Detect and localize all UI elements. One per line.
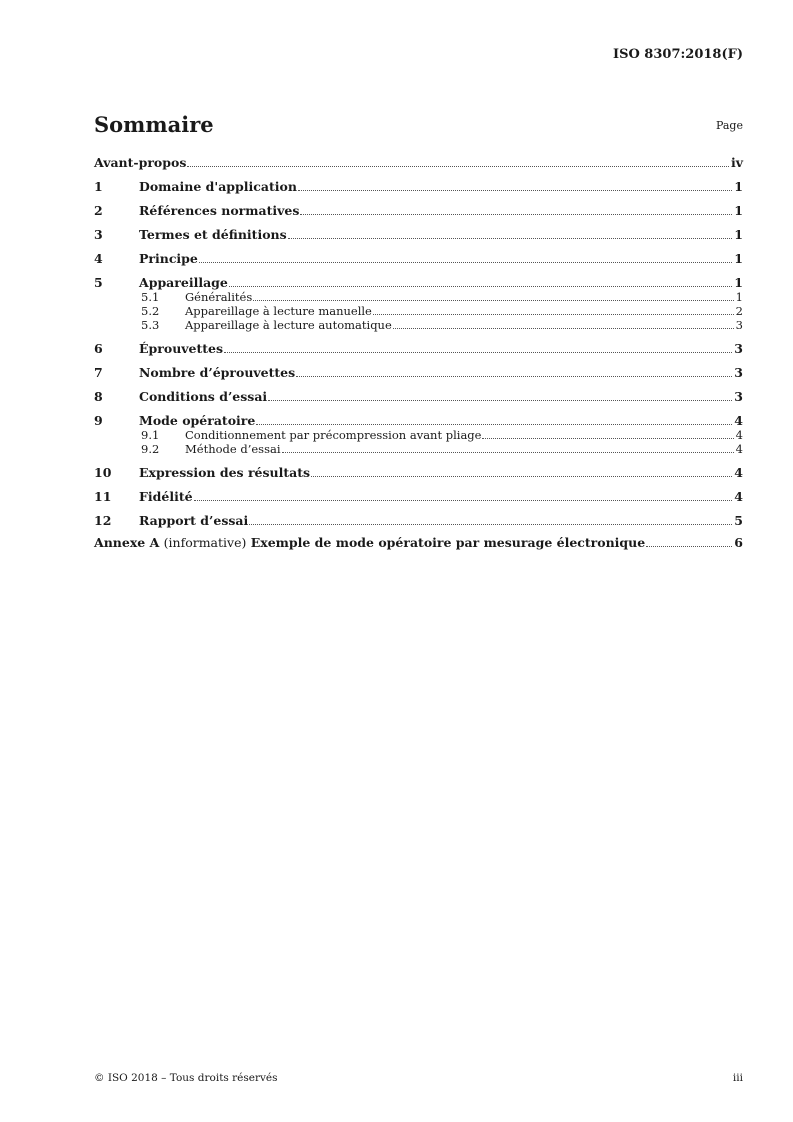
toc-entry-label: Éprouvettes bbox=[139, 341, 224, 356]
dot-leader bbox=[268, 400, 732, 401]
dot-leader bbox=[300, 214, 732, 215]
toc-entry-label: Fidélité bbox=[139, 489, 193, 504]
toc-entry-page: 1 bbox=[734, 179, 743, 194]
toc-entry-page: 1 bbox=[734, 251, 743, 266]
page-column-label: Page bbox=[715, 119, 743, 132]
dot-leader bbox=[482, 438, 733, 439]
toc-entry-number: 8 bbox=[94, 389, 103, 404]
toc-entry-label: Expression des résultats bbox=[139, 465, 311, 480]
toc-entry-number: 6 bbox=[94, 341, 103, 356]
dot-leader bbox=[311, 476, 732, 477]
dot-leader bbox=[199, 262, 732, 263]
toc-entry-page: 1 bbox=[735, 290, 743, 304]
toc-entry-label: Appareillage bbox=[139, 275, 228, 290]
toc-entry-page: 3 bbox=[734, 389, 743, 404]
toc-entry-label: Généralités bbox=[185, 290, 253, 304]
toc-entry-number: 1 bbox=[94, 179, 103, 194]
dot-leader bbox=[229, 286, 732, 287]
toc-entry-label: Conditions d’essai bbox=[139, 389, 268, 404]
toc-entry[interactable] bbox=[94, 290, 743, 304]
annex-title: Exemple de mode opératoire par mesurage électronique bbox=[250, 535, 646, 550]
toc-entry-number: 9 bbox=[94, 413, 103, 428]
toc-entry-page: 4 bbox=[734, 465, 743, 480]
dot-leader bbox=[646, 546, 732, 547]
toc-entry-page: 4 bbox=[734, 489, 743, 504]
toc-entry-page: 3 bbox=[734, 341, 743, 356]
toc-entry[interactable] bbox=[94, 250, 743, 266]
toc-entry[interactable] bbox=[94, 488, 743, 504]
toc-entry[interactable] bbox=[94, 464, 743, 480]
toc-entry-number: 10 bbox=[94, 465, 112, 480]
toc-entry-number: 5.2 bbox=[141, 304, 160, 318]
toc-entry[interactable] bbox=[94, 178, 743, 194]
toc-entry-label: Domaine d'application bbox=[139, 179, 297, 194]
toc-entry-page: 1 bbox=[734, 227, 743, 242]
toc-annex-label bbox=[94, 535, 645, 550]
toc-entry-label: Termes et définitions bbox=[139, 227, 287, 242]
table-of-contents bbox=[94, 155, 743, 550]
annex-prefix: Annexe A bbox=[94, 535, 160, 550]
dot-leader bbox=[187, 166, 729, 167]
toc-entry[interactable] bbox=[94, 226, 743, 242]
toc-entry[interactable] bbox=[94, 512, 743, 528]
toc-entry[interactable] bbox=[94, 388, 743, 404]
footer-copyright: © ISO 2018 – Tous droits réservés bbox=[94, 1072, 278, 1084]
toc-entry-page: iv bbox=[730, 155, 743, 170]
toc-entry-page: 3 bbox=[734, 365, 743, 380]
toc-entry[interactable] bbox=[94, 318, 743, 332]
toc-entry-page: 2 bbox=[735, 304, 743, 318]
toc-entry[interactable] bbox=[94, 202, 743, 218]
toc-annex-page: 6 bbox=[734, 535, 743, 550]
toc-entry-label: Appareillage à lecture manuelle bbox=[185, 304, 372, 318]
dot-leader bbox=[224, 352, 732, 353]
toc-entry-label: Rapport d’essai bbox=[139, 513, 249, 528]
dot-leader bbox=[194, 500, 733, 501]
toc-entry-label: Principe bbox=[139, 251, 198, 266]
toc-entry[interactable] bbox=[94, 412, 743, 428]
toc-entry[interactable] bbox=[94, 364, 743, 380]
toc-entry-number: 9.2 bbox=[141, 442, 160, 456]
toc-entry-page: 1 bbox=[734, 203, 743, 218]
toc-entry[interactable] bbox=[94, 274, 743, 290]
toc-entry-label: Avant-propos bbox=[94, 155, 187, 170]
dot-leader bbox=[249, 524, 732, 525]
toc-entry[interactable] bbox=[94, 428, 743, 442]
dot-leader bbox=[256, 424, 732, 425]
toc-entry-number: 7 bbox=[94, 365, 103, 380]
toc-entry-number: 4 bbox=[94, 251, 103, 266]
toc-entry-number: 9.1 bbox=[141, 428, 160, 442]
toc-entry-page: 4 bbox=[734, 413, 743, 428]
toc-title: Sommaire bbox=[94, 112, 214, 137]
toc-entry-label: Nombre d’éprouvettes bbox=[139, 365, 296, 380]
toc-entry[interactable] bbox=[94, 340, 743, 356]
toc-entry[interactable] bbox=[94, 155, 743, 170]
toc-entry-page: 4 bbox=[735, 428, 743, 442]
footer-page-number: iii bbox=[732, 1072, 743, 1084]
dot-leader bbox=[373, 314, 734, 315]
toc-entry-number: 5.3 bbox=[141, 318, 160, 332]
toc-entry-label: Références normatives bbox=[139, 203, 300, 218]
toc-entry-number: 11 bbox=[94, 489, 112, 504]
toc-entry-label: Méthode d’essai bbox=[185, 442, 281, 456]
toc-entry-label: Mode opératoire bbox=[139, 413, 256, 428]
annex-qualifier: (informative) bbox=[163, 535, 247, 550]
dot-leader bbox=[296, 376, 732, 377]
toc-entry[interactable] bbox=[94, 442, 743, 456]
toc-entry-number: 5 bbox=[94, 275, 103, 290]
toc-entry-number: 2 bbox=[94, 203, 103, 218]
dot-leader bbox=[288, 238, 733, 239]
dot-leader bbox=[298, 190, 732, 191]
toc-entry-number: 12 bbox=[94, 513, 112, 528]
document-id: ISO 8307:2018(F) bbox=[612, 47, 743, 62]
dot-leader bbox=[253, 300, 733, 301]
toc-entry[interactable] bbox=[94, 304, 743, 318]
dot-leader bbox=[393, 328, 734, 329]
toc-annex-entry[interactable] bbox=[94, 534, 743, 550]
toc-entry-number: 3 bbox=[94, 227, 103, 242]
toc-entry-page: 3 bbox=[735, 318, 743, 332]
toc-entry-label: Appareillage à lecture automatique bbox=[185, 318, 392, 332]
toc-entry-page: 1 bbox=[734, 275, 743, 290]
toc-entry-label: Conditionnement par précompression avant pliage bbox=[185, 428, 482, 442]
toc-entry-page: 5 bbox=[734, 513, 743, 528]
toc-entry-page: 4 bbox=[735, 442, 743, 456]
toc-entry-number: 5.1 bbox=[141, 290, 160, 304]
dot-leader bbox=[282, 452, 734, 453]
